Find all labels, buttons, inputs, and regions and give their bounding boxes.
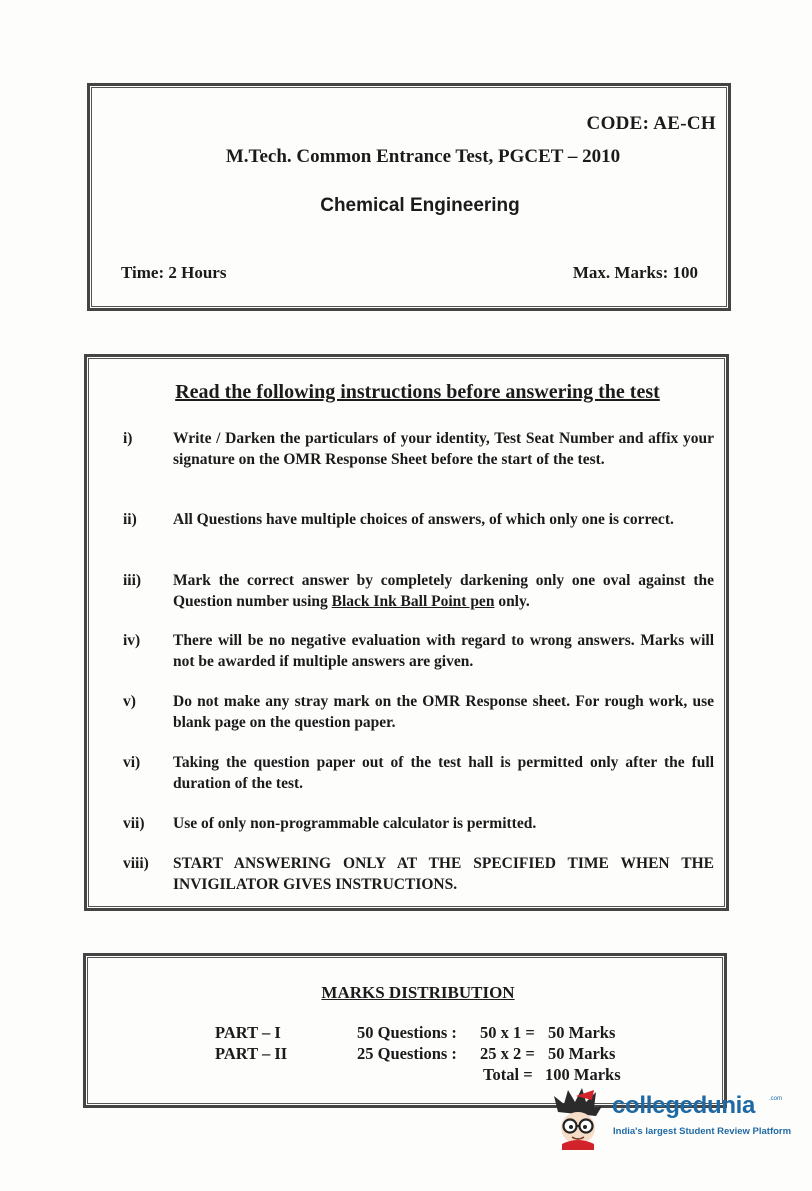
marks-calc: 25 x 2 =	[480, 1044, 535, 1063]
part-label: PART – II	[215, 1044, 288, 1063]
mascot-icon	[548, 1086, 610, 1150]
collegedunia-watermark	[548, 1086, 792, 1156]
part-marks: 50 Marks	[548, 1044, 616, 1063]
instruction-text: All Questions have multiple choices of answers, of which only one is correct.	[173, 511, 674, 528]
instruction-number: vi)	[123, 754, 141, 771]
underlined-pen-type: Black Ink Ball Point pen	[331, 593, 495, 610]
instruction-text	[173, 570, 714, 612]
marks-calc: 50 x 1 =	[480, 1023, 535, 1042]
marks-distribution-box	[83, 953, 727, 1108]
instruction-text: Do not make any stray mark on the OMR Response sheet. For rough work, use blank page on the question paper.	[173, 693, 714, 731]
total-label: Total =	[483, 1065, 533, 1084]
exam-time: Time: 2 Hours	[121, 263, 227, 282]
instruction-number: iv)	[123, 632, 141, 649]
exam-title: M.Tech. Common Entrance Test, PGCET – 2010	[225, 146, 621, 167]
instruction-text: Use of only non-programmable calculator is permitted.	[173, 815, 537, 832]
marks-distribution-heading: MARKS DISTRIBUTION	[321, 983, 515, 1002]
total-marks: 100 Marks	[545, 1065, 621, 1084]
instructions-box	[84, 354, 729, 911]
instruction-text: Taking the question paper out of the test hall is permitted only after the full duration of the test.	[173, 754, 714, 792]
exam-header-box	[87, 83, 731, 311]
instruction-text-part: only.	[494, 593, 530, 610]
instruction-text: Write / Darken the particulars of your identity, Test Seat Number and affix your signature on the OMR Response Sheet before the start of the test.	[173, 430, 714, 468]
watermark-brand-name: collegedunia	[612, 1092, 756, 1119]
question-count: 50 Questions :	[357, 1023, 457, 1042]
instruction-number: vii)	[123, 815, 145, 832]
instruction-number: iii)	[123, 572, 142, 589]
instruction-number: i)	[123, 430, 133, 447]
instructions-heading: Read the following instructions before answering the test	[175, 381, 660, 403]
instruction-text: START ANSWERING ONLY AT THE SPECIFIED TIME WHEN THE INVIGILATOR GIVES INSTRUCTIONS.	[173, 855, 714, 893]
max-marks: Max. Marks: 100	[572, 263, 698, 282]
instruction-number: v)	[123, 693, 136, 710]
subject-title: Chemical Engineering	[320, 195, 520, 216]
instruction-number: ii)	[123, 511, 137, 528]
instruction-text: There will be no negative evaluation with regard to wrong answers. Marks will not be awarded if multiple answers are given.	[173, 632, 714, 670]
instruction-number: viii)	[123, 855, 149, 872]
watermark-domain-suffix: .com	[769, 1096, 783, 1102]
instruction-text-part: Mark the correct answer by completely darkening only one oval against the Question number using	[173, 572, 714, 610]
part-marks: 50 Marks	[548, 1023, 616, 1042]
part-label: PART – I	[215, 1023, 281, 1042]
question-count: 25 Questions :	[357, 1044, 457, 1063]
exam-code: CODE: AE-CH	[586, 113, 716, 134]
watermark-tagline: India's largest Student Review Platform	[613, 1126, 792, 1137]
